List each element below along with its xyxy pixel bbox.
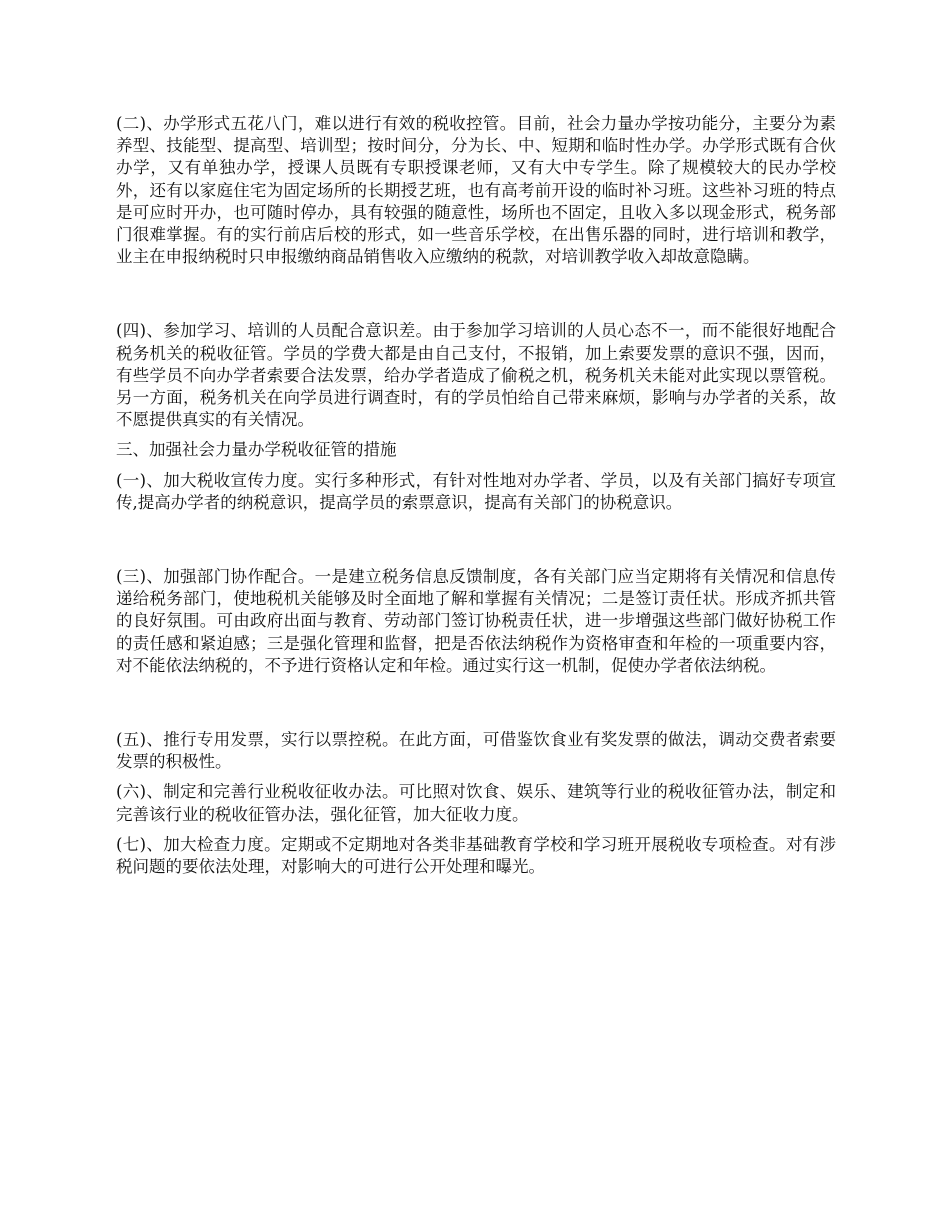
- section-heading-3: 三、加强社会力量办学税收征管的措施: [116, 440, 397, 460]
- paragraph-measure-6: (六)、制定和完善行业税收征收办法。可比照对饮食、娱乐、建筑等行业的税收征管办法，制定和完善该行业的税收征管办法，强化征管，加大征收力度。: [116, 782, 836, 824]
- paragraph-problem-2: (二)、办学形式五花八门，难以进行有效的税收控管。目前，社会力量办学按功能分，主要分为素养型、技能型、提高型、培训型；按时间分，分为长、中、短期和临时性办学。办学形式既有合伙办学，又有单独办学，授课人员既有专职授课老师，又有大中专学生。除了规模较大的民办学校外，还有以家庭住宅为固定场所的长期授艺班，也有高考前开设的临时补习班。这些补习班的特点是可应时开办，也可随时停办，具有较强的随意性，场所也不固定，且收入多以现金形式，税务部门很难掌握。有的实行前店后校的形式，如一些音乐学校，在出售乐器的同时，进行培训和教学，业主在申报纳税时只申报缴纳商品销售收入应缴纳的税款，对培训教学收入却故意隐瞒。: [116, 114, 836, 267]
- paragraph-measure-1: (一)、加大税收宣传力度。实行多种形式，有针对性地对办学者、学员，以及有关部门搞好专项宣传,提高办学者的纳税意识，提高学员的索票意识，提高有关部门的协税意识。: [116, 470, 836, 512]
- paragraph-measure-7: (七)、加大检查力度。定期或不定期地对各类非基础教育学校和学习班开展税收专项检查。对有涉税问题的要依法处理，对影响大的可进行公开处理和曝光。: [116, 834, 836, 877]
- paragraph-measure-5: (五)、推行专用发票，实行以票控税。在此方面，可借鉴饮食业有奖发票的做法，调动交费者索要发票的积极性。: [116, 730, 836, 772]
- paragraph-measure-3: (三)、加强部门协作配合。一是建立税务信息反馈制度，各有关部门应当定期将有关情况和信息传递给税务部门，使地税机关能够及时全面地了解和掌握有关情况；二是签订责任状。形成齐抓共管的良好氛围。可由政府出面与教育、劳动部门签订协税责任状，进一步增强这些部门做好协税工作的责任感和紧迫感；三是强化管理和监督，把是否依法纳税作为资格审查和年检的一项重要内容，对不能依法纳税的，不予进行资格认定和年检。通过实行这一机制，促使办学者依法纳税。: [116, 567, 836, 675]
- document-body: [116, 113, 836, 878]
- paragraph-problem-4: (四)、参加学习、培训的人员配合意识差。由于参加学习培训的人员心态不一，而不能很好地配合税务机关的税收征管。学员的学费大都是由自己支付，不报销，加上索要发票的意识不强，因而，有些学员不向办学者索要合法发票，给办学者造成了偷税之机，税务机关未能对此实现以票管税。另一方面，税务机关在向学员进行调查时，有的学员怕给自己带来麻烦，影响与办学者的关系，故不愿提供真实的有关情况。: [116, 321, 836, 430]
